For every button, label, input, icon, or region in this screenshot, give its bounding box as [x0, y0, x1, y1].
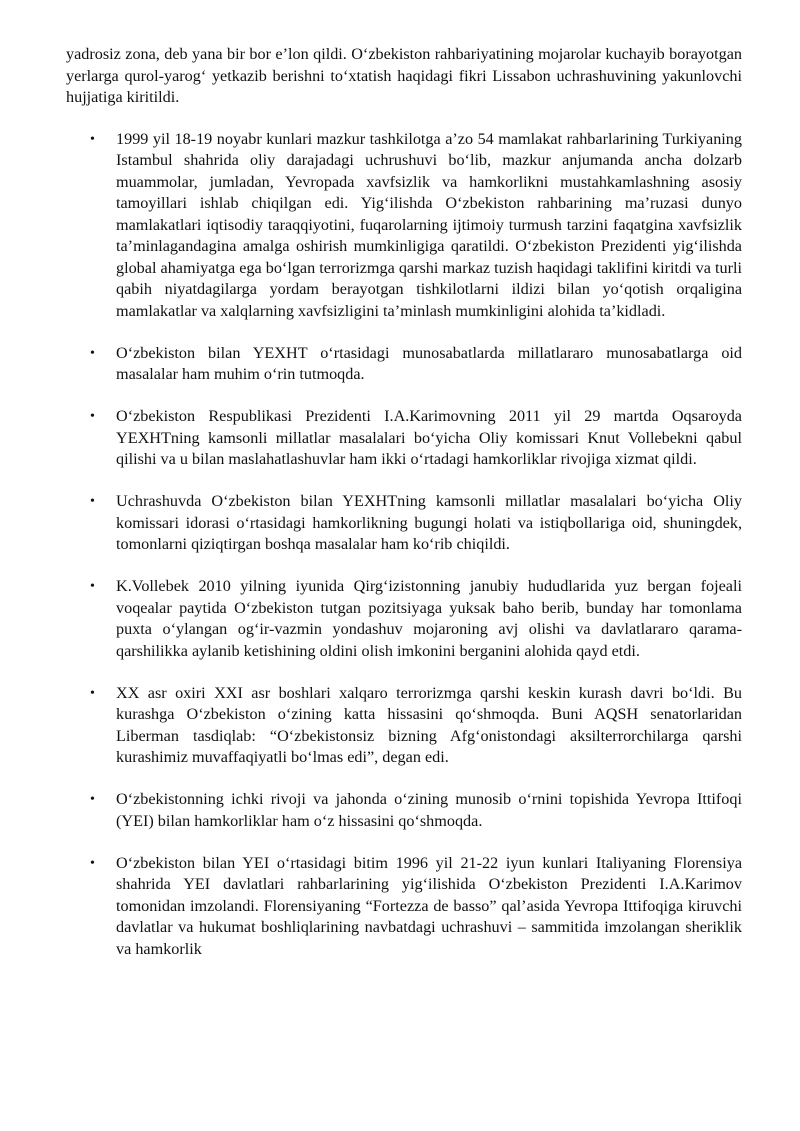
bullet-icon: •	[90, 345, 95, 361]
bullet-icon: •	[90, 409, 95, 424]
bullet-icon: •	[90, 131, 95, 147]
list-item	[66, 576, 742, 662]
list-item-text: O‘zbekiston Respublikasi Prezidenti I.A.Karimovning 2011 yil 29 martda Oqsaroyda YEXHTning kamsonli millatlar masalalari bo‘yicha Oliy komissari Knut Vollebekni qabul qilishi va u bilan maslahatlashuvlar ham ikki o‘rtadagi hamkorliklar rivojiga xizmat qildi.	[116, 407, 742, 468]
list-item	[66, 491, 742, 556]
list-item	[66, 789, 742, 832]
list-item	[66, 853, 742, 961]
list-item	[66, 683, 742, 769]
list-item	[66, 406, 742, 471]
document-page	[66, 44, 742, 981]
list-item-text: 1999 yil 18-19 noyabr kunlari mazkur tashkilotga a’zo 54 mamlakat rahbarlarining Turkiyaning Istambul shahrida oliy darajadagi uchrushuvi bo‘lib, mazkur anjumanda ancha dolzarb muammolar, jumladan, Yevropada xavfsizlik va hamkorlikni mustahkamlashning asosiy tamoyillari ishlab chiqilgan edi. Yig‘ilishda O‘zbekiston rahbarining ma’ruzasi dunyo mamlakatlari iqtisodiy taraqqiyotini, fuqarolarning ijtimoiy turmush tarzini faqatgina xavfsizlik ta’minlagandagina amalga oshirish mumkinligiga qaratildi. O‘zbekiston Prezidenti yig‘ilishda global ahamiyatga ega bo‘lgan terrorizmga qarshi markaz tuzish haqidagi taklifini kiritdi va turli qabih niyatdagilarga yordam berayotgan tishkilotlarni ildizi bilan yo‘qotish orqaligina mamlakatlar va xalqlarning xavfsizligini ta’minlash mumkinligini alohida ta’kidladi.	[116, 129, 742, 320]
list-item-text: O‘zbekiston bilan YEI o‘rtasidagi bitim 1996 yil 21-22 iyun kunlari Italiyaning Florensiya shahrida YEI davlatlari rahbarlarining yig‘ilishida O‘zbekiston Prezidenti I.A.Karimov tomonidan imzolandi. Florensiyaning “Fortezza de basso” qal’asida Yevropa Ittifoqiga kiruvchi davlatlar va hukumat boshliqlarining navbatdagi uchrashuvi – sammitida imzolangan sheriklik va hamkorlik	[116, 853, 742, 958]
list-item-text: O‘zbekistonning ichki rivoji va jahonda o‘zining munosib o‘rnini topishida Yevropa Ittifoqi (YEI) bilan hamkorliklar ham o‘z hissasini qo‘shmoqda.	[116, 790, 742, 830]
list-item	[66, 129, 742, 323]
bullet-icon: •	[90, 685, 95, 701]
list-item-text: XX asr oxiri XXI asr boshlari xalqaro terrorizmga qarshi keskin kurash davri bo‘ldi. Bu kurashga O‘zbekiston o‘zining katta hissasini qo‘shmoqda. Buni AQSH senatorlaridan Liberman tasdiqlab: “O‘zbekistonsiz bizning Afg‘onistondagi aksilterrorchilarga qarshi kurashimiz muvaffaqiyatli bo‘lmas edi”, degan edi.	[116, 683, 742, 766]
list-item	[66, 343, 742, 386]
list-item-text: Uchrashuvda O‘zbekiston bilan YEXHTning kamsonli millatlar masalalari bo‘yicha Oliy komissari idorasi o‘rtasidagi hamkorlikning bugungi holati va istiqbollariga oid, shuningdek, tomonlarni qiziqtirgan boshqa masalalar ham ko‘rib chiqildi.	[116, 492, 742, 553]
bullet-icon: •	[90, 494, 95, 509]
bullet-icon: •	[90, 579, 95, 594]
bullet-icon: •	[90, 855, 95, 871]
list-item-text: K.Vollebek 2010 yilning iyunida Qirg‘izistonning janubiy hududlarida yuz bergan fojeali voqealar paytida O‘zbekiston tutgan pozitsiyaga yuksak baho berib, bunday har tomonlama puxta o‘ylangan og‘ir-vazmin yondashuv mojaroning avj olishi va davlatlararo qarama-qarshilikka aylanib ketishining oldini olish imkonini berganini alohida qayd etdi.	[116, 577, 742, 660]
list-item-text: O‘zbekiston bilan YEXHT o‘rtasidagi munosabatlarda millatlararo munosabatlarga oid masalalar ham muhim o‘rin tutmoqda.	[116, 343, 742, 383]
bullet-icon: •	[90, 792, 95, 807]
bullet-list	[66, 129, 742, 961]
intro-paragraph: yadrosiz zona, deb yana bir bor e’lon qildi. O‘zbekiston rahbariyatining mojarolar kuchayib borayotgan yerlarga qurol-yarog‘ yetkazib berishni to‘xtatish haqidagi fikri Lissabon uchrashuvining yakunlovchi hujjatiga kiritildi.	[66, 45, 742, 106]
